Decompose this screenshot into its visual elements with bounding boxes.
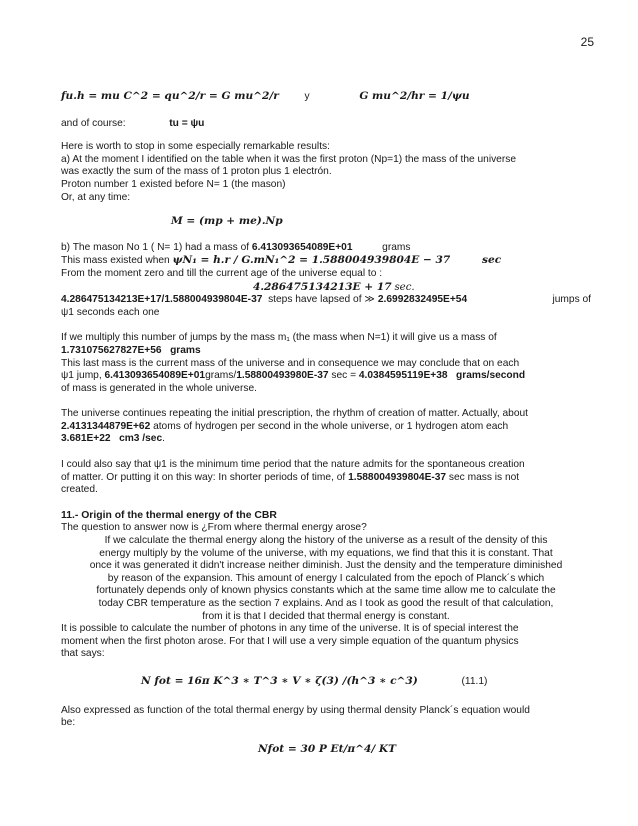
para1-line1: Here is worth to stop in some especially remarkable results:: [61, 141, 330, 153]
equation-right: G mu^2/hr = 1/ψu: [359, 90, 470, 102]
para2-line4: 4.286475134213E + 17 sec.: [253, 280, 415, 293]
para2-line6: ψ1 seconds each one: [61, 306, 160, 318]
section-centered-line5: fortunately depends only of known physics constants which at the same time allow me to calculate the: [96, 585, 556, 597]
para1-line4: Proton number 1 existed before N= 1 (the mason): [61, 178, 286, 190]
para2-line2: This mass existed when ψN₁ = h.r / G.mN₁^2 = 1.588004939804E − 37 sec: [61, 254, 502, 267]
section-centered-line2: energy multiply by the volume of the universe, with my equations, we find that this it is constant. That: [99, 547, 553, 559]
page-number: 25: [580, 35, 594, 49]
section-centered-block: [61, 535, 591, 623]
equation-join: y: [304, 91, 310, 102]
course-line: [61, 118, 591, 131]
para4-line1: The universe continues repeating the initial prescription, the rhythm of creation of matter. Actually, about: [61, 408, 528, 420]
para6-line1: Also expressed as function of the total thermal energy by using thermal density Planck´s equation would: [61, 704, 530, 716]
section-centered-line4: by reason of the expansion. This amount of energy I calculated from the epoch of Planck´s which: [107, 572, 545, 584]
equation-nfot: N fot = 16π K^3 ∗ T^3 ∗ V ∗ ζ(3) /(h^3 ∗ c^3) (11.1): [141, 674, 488, 687]
section-line2: It is possible to calculate the number of photons in any time of the universe. It is of special interest the: [61, 623, 519, 635]
page-content: [61, 81, 591, 756]
para2-line5: 4.286475134213E+17/1.588004939804E-37 steps have lapsed of ≫ 2.6992832495E+54 jumps of: [61, 294, 591, 306]
equation-top: [61, 90, 591, 104]
equation-mass: M = (mp + me).Np: [171, 215, 283, 228]
para2-line1: b) The mason No 1 ( N= 1) had a mass of 6.413093654089E+01 grams: [61, 241, 411, 253]
equation-tag: (11.1): [461, 675, 488, 687]
equation-left: fu.h = mu C^2 = qu^2/r = G mu^2/r: [61, 90, 279, 102]
para4-line3: 3.681E+22 cm3 /sec.: [61, 433, 165, 445]
course-value: tu = ψu: [169, 117, 205, 129]
para1-line5: Or, at any time:: [61, 191, 131, 203]
para3-line2: 1.731075627827E+56 grams: [61, 344, 201, 356]
para5-line1: I could also say that ψ1 is the minimum time period that the nature admits for the spontaneous creation: [61, 459, 525, 471]
para4-line2: 2.4131344879E+62 atoms of hydrogen per second in the whole universe, or 1 hydrogen atom each: [61, 420, 509, 432]
section-centered-line6: today CBR temperature as the section 7 explains. And as I took as good the result of that calculation,: [98, 598, 554, 609]
para5-line3: created.: [61, 484, 98, 496]
section-heading: 11.- Origin of the thermal energy of the CBR: [61, 509, 277, 521]
para6-line2: be:: [61, 717, 76, 729]
equation-nfot2: Nfot = 30 P Et/π^4/ KT: [258, 742, 397, 755]
section-line1: The question to answer now is ¿From where thermal energy arose?: [61, 522, 367, 534]
para2-line3: From the moment zero and till the current age of the universe equal to :: [61, 267, 383, 279]
section-centered-line1: If we calculate the thermal energy along the history of the universe as a result of the density of this: [104, 535, 548, 547]
section-line3: moment when the first photon arose. For that I will use a very simple equation of the quantum physics: [61, 635, 519, 647]
section-line4: that says:: [61, 648, 105, 660]
para3-line3: This last mass is the current mass of the universe and in consequence we may conclude that on each: [61, 357, 520, 369]
para3-line4: ψ1 jump, 6.413093654089E+01grams/1.58800493980E-37 sec = 4.0384595119E+38 grams/second: [61, 370, 526, 382]
para3-line1: If we multiply this number of jumps by the mass m₁ (the mass when N=1) it will give us a mass of: [61, 332, 497, 344]
section-centered-line3: once it was generated it didn't increase neither diminish. Just the density and the temperature diminished: [89, 560, 563, 572]
para5-line2: of matter. Or putting it on this way: In shorter periods of time, of 1.588004939804E-37 sec mass is not: [61, 471, 520, 483]
para1-line3: was exactly the sum of the mass of 1 proton plus 1 electrón.: [61, 166, 332, 178]
course-label: and of course:: [61, 117, 126, 129]
para3-line5: of mass is generated in the whole universe.: [61, 382, 257, 394]
section-centered-line7: from it is that I decided that thermal energy is constant.: [202, 610, 450, 622]
para1-line2: a) At the moment I identified on the table when it was the first proton (Np=1) the mass of the universe: [61, 153, 516, 165]
